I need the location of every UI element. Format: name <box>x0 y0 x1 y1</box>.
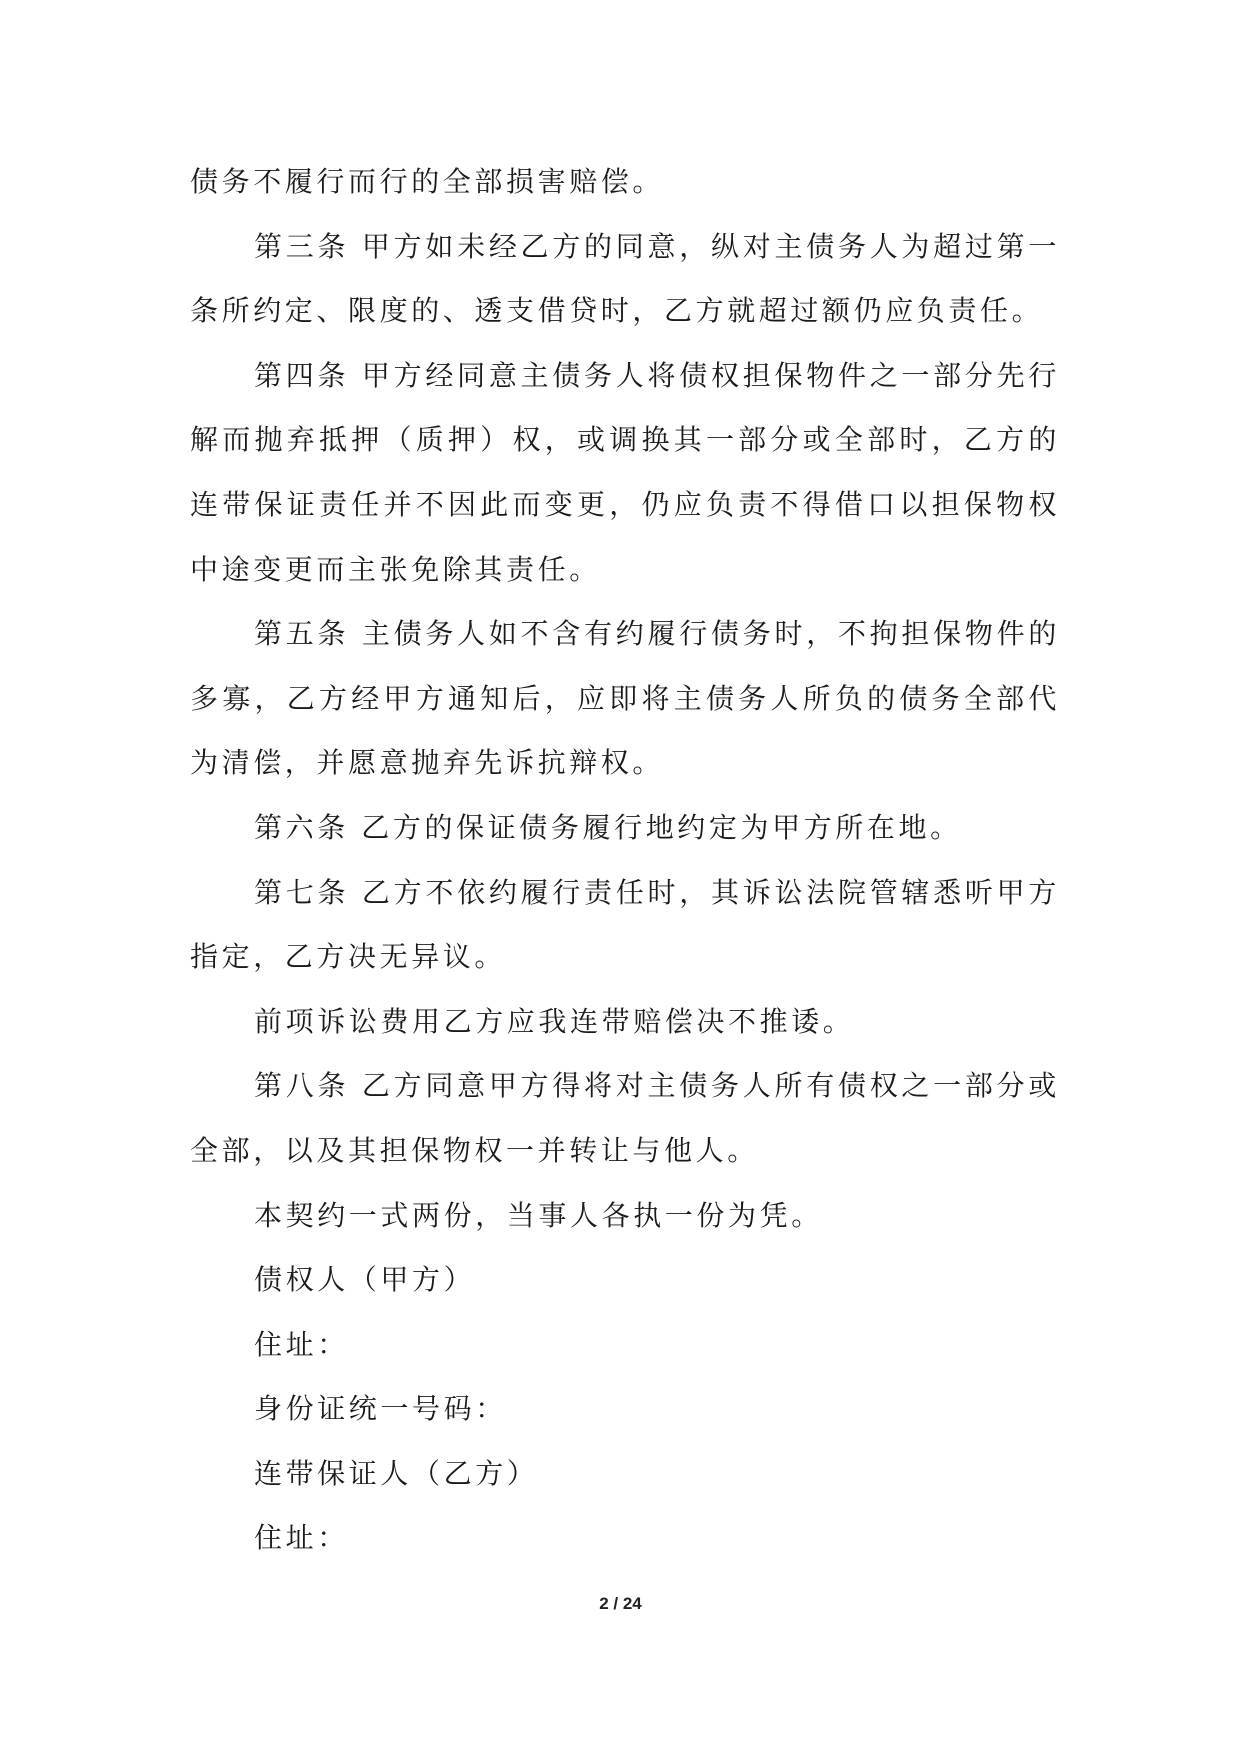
guarantor-address-label: 住址： <box>254 1521 349 1555</box>
article-3-paragraph: 第三条 甲方如未经乙方的同意，纵对主债务人为超过第一条所约定、限度的、透支借贷时，乙方就超过额仍应负责任。 <box>190 229 1060 328</box>
copies-paragraph: 本契约一式两份，当事人各执一份为凭。 <box>254 1198 823 1232</box>
creditor-address-label: 住址： <box>254 1327 349 1361</box>
document-body <box>190 150 1060 1571</box>
article-5-paragraph: 第五条 主债务人如不含有约履行债务时，不拘担保物件的多寡，乙方经甲方通知后，应即将主债务人所负的债务全部代为清偿，并愿意抛弃先诉抗辩权。 <box>190 617 1060 780</box>
creditor-label: 债权人（甲方） <box>254 1263 476 1297</box>
guarantor-label: 连带保证人（乙方） <box>254 1456 539 1490</box>
litigation-cost-paragraph: 前项诉讼费用乙方应我连带赔偿决不推诿。 <box>254 1004 855 1038</box>
paragraph-debt-damages: 债务不履行而行的全部损害赔偿。 <box>190 165 665 198</box>
article-4-paragraph: 第四条 甲方经同意主债务人将债权担保物件之一部分先行解而抛弃抵押（质押）权，或调换其一部分或全部时，乙方的连带保证责任并不因此而变更，仍应负责不得借口以担保物权中途变更而主张免除其责任。 <box>190 358 1060 586</box>
id-number-label: 身份证统一号码： <box>254 1392 507 1426</box>
article-7-paragraph: 第七条 乙方不依约履行责任时，其诉讼法院管辖悉听甲方指定，乙方决无异议。 <box>190 875 1060 974</box>
article-8-paragraph: 第八条 乙方同意甲方得将对主债务人所有债权之一部分或全部，以及其担保物权一并转让与他人。 <box>190 1069 1060 1167</box>
page-number: 2 / 24 <box>599 1594 642 1613</box>
article-6-paragraph: 第六条 乙方的保证债务履行地约定为甲方所在地。 <box>254 810 962 844</box>
